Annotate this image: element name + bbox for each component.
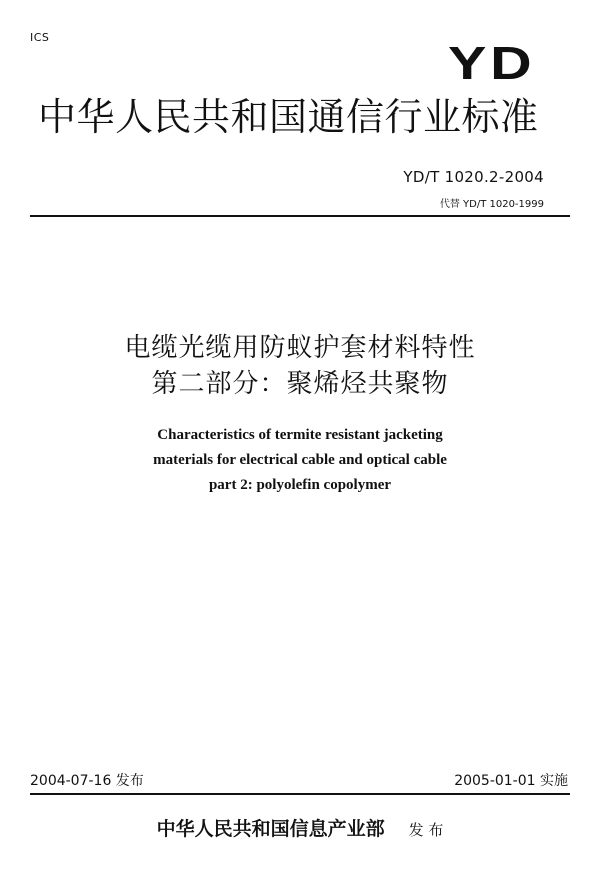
en-title-line3: part 2: polyolefin copolymer bbox=[208, 477, 392, 493]
effective-date: 2005-01-01 实施 bbox=[454, 773, 568, 789]
ics-label: ICS bbox=[30, 31, 50, 44]
issuer-line bbox=[0, 820, 600, 839]
cn-title-line2: 第二部分：聚烯烃共聚物 bbox=[151, 369, 449, 399]
en-title-line2: materials for electrical cable and optical cable bbox=[153, 452, 447, 468]
cn-title-line1: 电缆光缆用防蚁护套材料特性 bbox=[124, 333, 476, 363]
org-title: 中华人民共和国通信行业标准 bbox=[38, 95, 539, 139]
standard-number: YD/T 1020.2-2004 bbox=[403, 168, 544, 186]
replaces-standard: 代替 YD/T 1020-1999 bbox=[439, 199, 544, 210]
header-divider bbox=[30, 215, 570, 217]
footer-divider bbox=[30, 793, 570, 795]
issue-date: 2004-07-16 发布 bbox=[30, 773, 144, 789]
en-title-line1: Characteristics of termite resistant jacketing bbox=[157, 427, 443, 443]
yd-logo: YD bbox=[448, 37, 536, 89]
issuer-action: 发 布 bbox=[408, 821, 444, 839]
issuer-name: 中华人民共和国信息产业部 bbox=[156, 818, 385, 840]
